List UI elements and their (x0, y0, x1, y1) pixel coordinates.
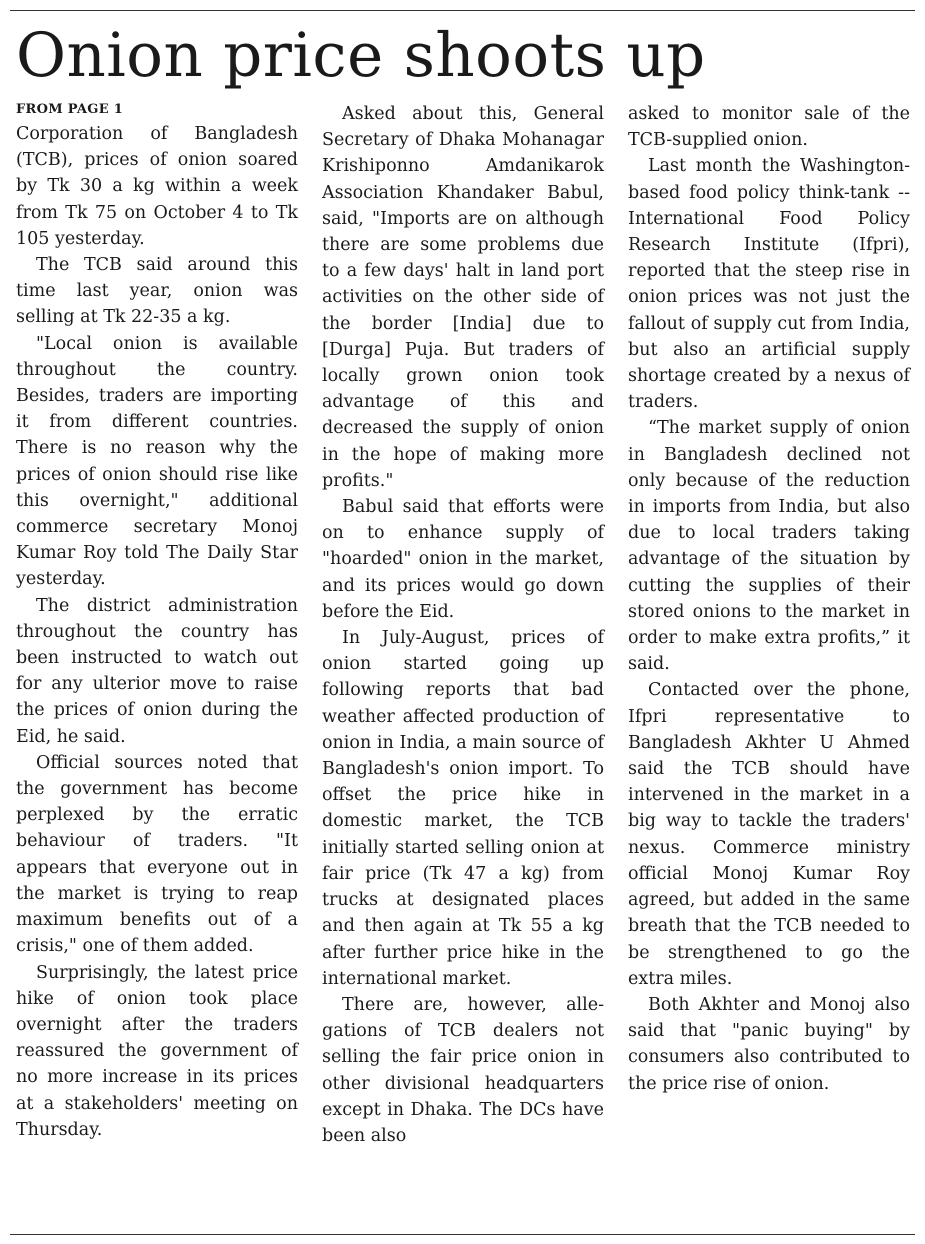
paragraph: "Local onion is available throughout the country. Besides, traders are importing it from different countries. There is no reason why the prices of onion should rise like this overnight," additional commerce secretary Monoj Kumar Roy told The Daily Star yesterday. (16, 333, 298, 590)
paragraph: There are, however, allegations of TCB dealers not selling the fair price onion in other divisional headquarters except in Dhaka. The DCs have been also (322, 994, 604, 1146)
paragraph: asked to monitor sale of the TCB-supplied onion. (628, 104, 910, 151)
paragraph: The district administration throughout the country has been instructed to watch out for any ulterior move to raise the prices of onion during the Eid, he said. (16, 595, 298, 747)
paragraph: Contacted over the phone, Ifpri representative to Bangladesh Akhter U Ahmed said the TCB should have intervened in the market in a big way to tackle the traders' nexus. Commerce ministry official Monoj Kumar Roy agreed, but added in the same breath that the TCB needed to be strengthened to go the extra miles. (628, 680, 910, 989)
column-1 (16, 101, 298, 1143)
paragraph: Both Akhter and Monoj also said that "panic buying" by consumers also contributed to the price rise of onion. (628, 994, 910, 1094)
article-body (16, 101, 912, 1231)
bottom-rule (10, 1234, 915, 1235)
paragraph: Babul said that efforts were on to enhance supply of "hoarded" onion in the market, and its prices would go down before the Eid. (322, 497, 604, 622)
paragraph: Corporation of Bangladesh (TCB), prices of onion soared by Tk 30 a kg within a week from Tk 75 on October 4 to Tk 105 yesterday. (16, 124, 298, 249)
headline: Onion price shoots up (16, 20, 706, 91)
paragraph: “The market supply of onion in Bangladesh declined not only because of the reduction in imports from India, but also due to local traders taking advantage of the situation by cutting the supplies of their stored onions to the market in order to make extra profits,” it said. (628, 418, 910, 675)
column-3 (628, 101, 910, 1097)
paragraph: Surprisingly, the latest price hike of onion took place overnight after the traders reassured the government of no more increase in its prices at a stakeholders' meeting on Thursday. (16, 962, 298, 1140)
paragraph: Official sources noted that the government has become perplexed by the erratic behaviour of traders. "It appears that everyone out in the market is trying to reap maximum benefits out of a crisis," one of them added. (16, 752, 298, 957)
top-rule (10, 10, 915, 11)
paragraph: The TCB said around this time last year, onion was selling at Tk 22-35 a kg. (16, 255, 298, 328)
paragraph: In July-August, prices of onion started going up following reports that bad weather affected production of onion in India, a main source of Bangladesh's onion import. To offset the price hike in domestic market, the TCB initially started selling onion at fair price (Tk 47 a kg) from trucks at designated places and then again at Tk 55 a kg after further price hike in the international market. (322, 628, 604, 989)
column-2 (322, 101, 604, 1149)
paragraph: Asked about this, General Secretary of Dhaka Mohanagar Krishiponno Amdanikarok Association Khandaker Babul, said, "Imports are on although there are some problems due to a few days' halt in land port activities on the other side of the border [India] due to [Durga] Puja. But traders of locally grown onion took advantage of this and decreased the supply of onion in the hope of making more profits." (322, 104, 604, 491)
continuation-kicker: FROM PAGE 1 (16, 102, 124, 117)
paragraph: Last month the Washington-based food policy think-tank -- International Food Policy Research Institute (Ifpri), reported that the steep rise in onion prices was not just the fallout of supply cut from India, but also an artificial supply shortage created by a nexus of traders. (628, 156, 910, 413)
